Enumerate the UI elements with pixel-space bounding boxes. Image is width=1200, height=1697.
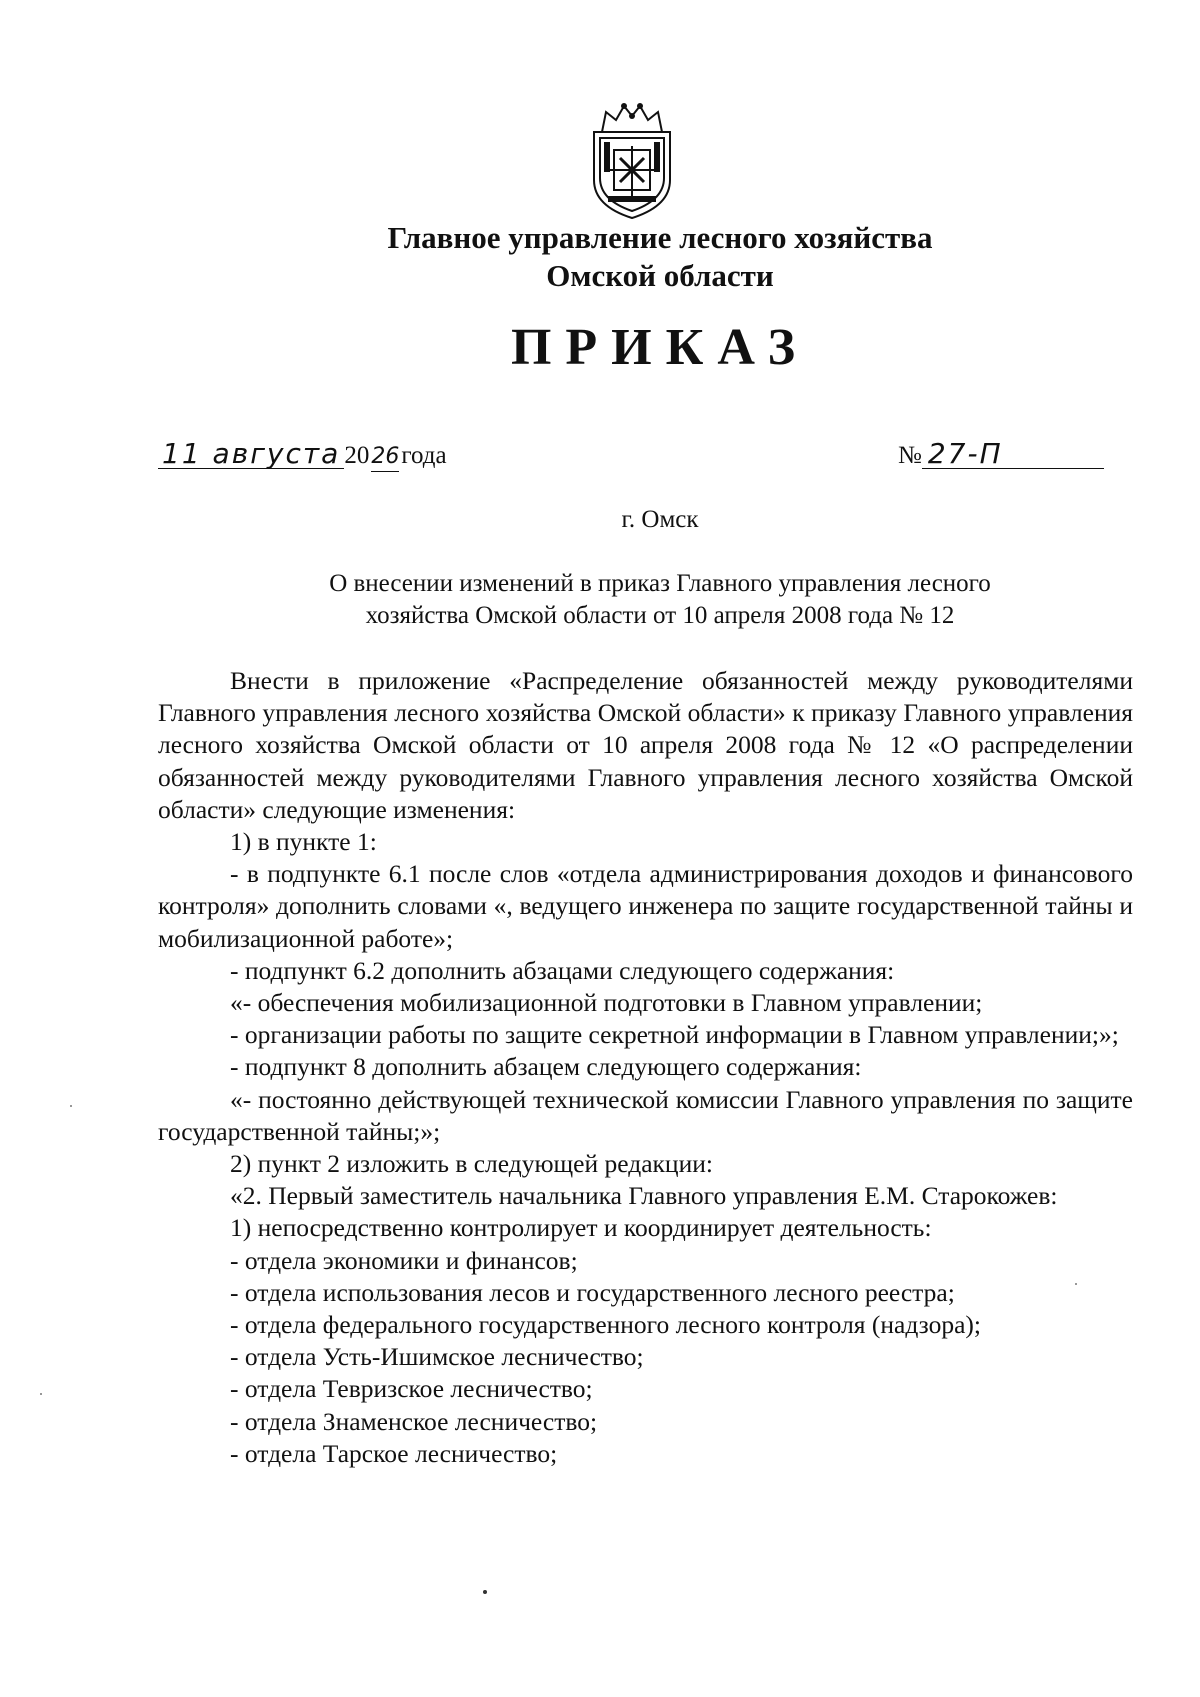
document-type-title: ПРИКАЗ — [510, 319, 810, 376]
body-paragraph: «- обеспечения мобилизационной подготовки в Главном управлении; — [230, 988, 983, 1018]
body-paragraph: - отдела Тевризское лесничество; — [230, 1374, 593, 1404]
handwritten-number: 27-П — [922, 440, 1104, 469]
body-paragraph: - организации работы по защите секретной информации в Главном управлении;»; — [230, 1020, 1119, 1050]
body-paragraph: 1) в пункте 1: — [230, 827, 377, 857]
body-paragraph: - в подпункте 6.1 после слов «отдела администрирования доходов и финансового контроля» дополнить словами «, ведущего инженера по защите государственной тайны и мобилизационной работе»; — [158, 859, 1133, 953]
organization-name-line1: Главное управление лесного хозяйства — [387, 220, 933, 255]
date-suffix: года — [401, 442, 447, 469]
body-paragraph: «2. Первый заместитель начальника Главного управления Е.М. Старокожев: — [230, 1181, 1058, 1211]
scan-speck — [40, 1393, 42, 1395]
order-subject — [260, 568, 1060, 632]
handwritten-year: 26 — [371, 443, 399, 472]
body-paragraph: - отдела федерального государственного лесного контроля (надзора); — [230, 1310, 981, 1340]
body-paragraph: - подпункт 6.2 дополнить абзацами следующего содержания: — [230, 955, 895, 985]
body-paragraph: 1) непосредственно контролирует и координирует деятельность: — [230, 1213, 932, 1243]
scan-dot — [483, 1590, 487, 1594]
body-paragraph: «- постоянно действующей технической комиссии Главного управления по защите государственной тайны;»; — [158, 1084, 1133, 1146]
body-paragraph: - отдела экономики и финансов; — [230, 1245, 578, 1275]
subject-line2: хозяйства Омской области от 10 апреля 2008 года № 12 — [365, 602, 955, 629]
order-body — [158, 665, 1133, 1470]
number-sign: № — [898, 442, 922, 469]
body-paragraph: - подпункт 8 дополнить абзацем следующего содержания: — [230, 1052, 862, 1082]
body-paragraph: - отдела использования лесов и государственного лесного реестра; — [230, 1277, 955, 1307]
scan-speck — [1075, 1283, 1077, 1285]
subject-line1: О внесении изменений в приказ Главного управления лесного — [329, 570, 991, 597]
coat-of-arms-icon — [580, 102, 684, 222]
organization-name-line2: Омской области — [546, 258, 774, 293]
body-paragraph: - отдела Усть-Ишимское лесничество; — [230, 1342, 644, 1372]
order-number — [898, 437, 1104, 470]
order-date — [158, 437, 447, 472]
body-paragraph: - отдела Знаменское лесничество; — [230, 1406, 598, 1436]
body-paragraph: - отдела Тарское лесничество; — [230, 1438, 558, 1468]
city: г. Омск — [621, 506, 699, 533]
body-paragraph: Внести в приложение «Распределение обязанностей между руководителями Главного управления лесного хозяйства Омской области» к приказу Главного управления лесного хозяйства Омской области от 10 апреля 2008 года № 12 «О распределении обязанностей между руководителями Главного управления лесного хозяйства Омской области» следующие изменения: — [158, 666, 1133, 824]
body-paragraph: 2) пункт 2 изложить в следующей редакции: — [230, 1149, 713, 1179]
scan-speck — [70, 1105, 72, 1107]
year-prefix: 20 — [344, 442, 370, 469]
handwritten-date: 11 августа — [158, 440, 344, 469]
